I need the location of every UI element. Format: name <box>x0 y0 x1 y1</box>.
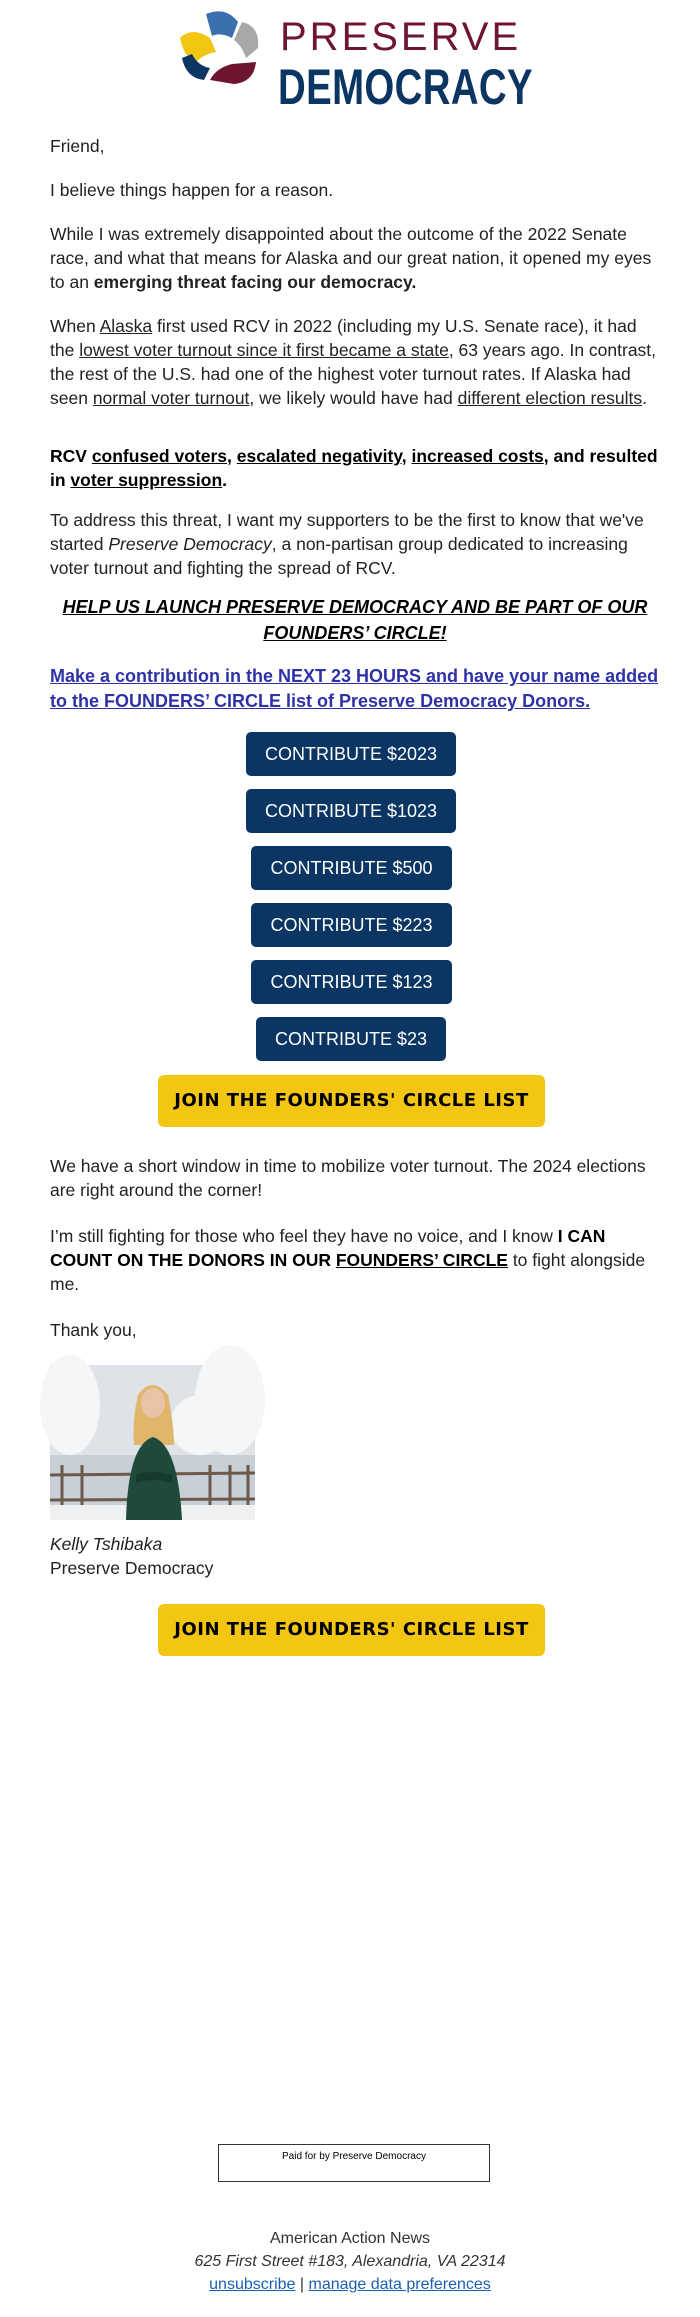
contribute-2023-button[interactable]: CONTRIBUTE $2023 <box>246 732 456 776</box>
paragraph-1: I believe things happen for a reason. <box>50 180 334 200</box>
contribute-23-button[interactable]: CONTRIBUTE $23 <box>256 1017 446 1061</box>
footer-org: American Action News <box>269 2230 431 2247</box>
unsubscribe-link[interactable]: unsubscribe <box>209 2276 296 2293</box>
join-founders-circle-button-2[interactable]: JOIN THE FOUNDERS' CIRCLE LIST <box>158 1604 545 1656</box>
different-results-link[interactable]: different election results <box>457 388 643 408</box>
paid-for-box: Paid for by Preserve Democracy <box>218 2144 490 2182</box>
logo-word-democracy: DEMOCRACY <box>278 59 533 115</box>
kelly-tshibaka-photo <box>50 1365 255 1520</box>
paragraph-5: To address this threat, I want my supporters to be the first to know that we've started Preserve Democracy, a non-partisan group dedicated to increasing voter turnout and fighting the spread of RCV. <box>50 510 644 578</box>
contribute-1023-button[interactable]: CONTRIBUTE $1023 <box>246 789 456 833</box>
signature-org: Preserve Democracy <box>50 1558 214 1578</box>
alaska-link[interactable]: Alaska <box>99 316 153 336</box>
confused-voters-link[interactable]: confused voters <box>91 446 227 466</box>
paragraph-2: While I was extremely disappointed about the outcome of the 2022 Senate race, and what that means for Alaska and our great nation, it opened my eyes to an emerging threat facing our democracy. <box>50 224 652 292</box>
manage-preferences-link[interactable]: manage data preferences <box>308 2276 491 2293</box>
contribute-500-button[interactable]: CONTRIBUTE $500 <box>251 846 452 890</box>
hands-ring-icon <box>180 11 258 84</box>
escalated-negativity-link[interactable]: escalated negativity <box>236 446 402 466</box>
emerging-threat-text: emerging threat facing our democracy. <box>93 272 417 292</box>
contribute-223-button[interactable]: CONTRIBUTE $223 <box>251 903 452 947</box>
lowest-turnout-link[interactable]: lowest voter turnout since it first became a state <box>79 340 449 360</box>
founders-circle-heading: HELP US LAUNCH PRESERVE DEMOCRACY AND BE PART OF OUR FOUNDERS’ CIRCLE! <box>62 597 648 643</box>
logo-word-preserve: PRESERVE <box>280 15 522 59</box>
signature-name: Kelly Tshibaka <box>50 1534 163 1554</box>
founders-circle-link[interactable]: FOUNDERS’ CIRCLE <box>335 1250 508 1270</box>
greeting: Friend, <box>50 136 105 156</box>
normal-turnout-link[interactable]: normal voter turnout <box>92 388 250 408</box>
preserve-democracy-logo <box>170 8 540 115</box>
paragraph-4: RCV confused voters, escalated negativity, increased costs, and resulted in voter suppression. <box>50 446 658 490</box>
footer-separator: | <box>295 2276 309 2293</box>
thank-you: Thank you, <box>50 1320 137 1340</box>
contribution-link[interactable]: Make a contribution in the NEXT 23 HOURS and have your name added to the FOUNDERS’ CIRCLE list of Preserve Democracy Donors. <box>50 666 659 711</box>
paragraph-6: We have a short window in time to mobilize voter turnout. The 2024 elections are right around the corner! <box>50 1156 646 1200</box>
increased-costs-link[interactable]: increased costs <box>411 446 544 466</box>
footer-links <box>0 2276 700 2294</box>
footer-address: 625 First Street #183, Alexandria, VA 22314 <box>194 2253 506 2270</box>
join-founders-circle-button[interactable]: JOIN THE FOUNDERS' CIRCLE LIST <box>158 1075 545 1127</box>
paragraph-7: I’m still fighting for those who feel they have no voice, and I know I CAN COUNT ON THE DONORS IN OUR FOUNDERS’ CIRCLE to fight alongside me. <box>50 1226 646 1294</box>
voter-suppression-link[interactable]: voter suppression <box>70 470 223 490</box>
contribute-123-button[interactable]: CONTRIBUTE $123 <box>251 960 452 1004</box>
paragraph-3: When Alaska first used RCV in 2022 (including my U.S. Senate race), it had the lowest voter turnout since it first became a state, 63 years ago. In contrast, the rest of the U.S. had one of the highest voter turnout rates. If Alaska had seen normal voter turnout, we likely would have had different election results. <box>50 316 657 408</box>
